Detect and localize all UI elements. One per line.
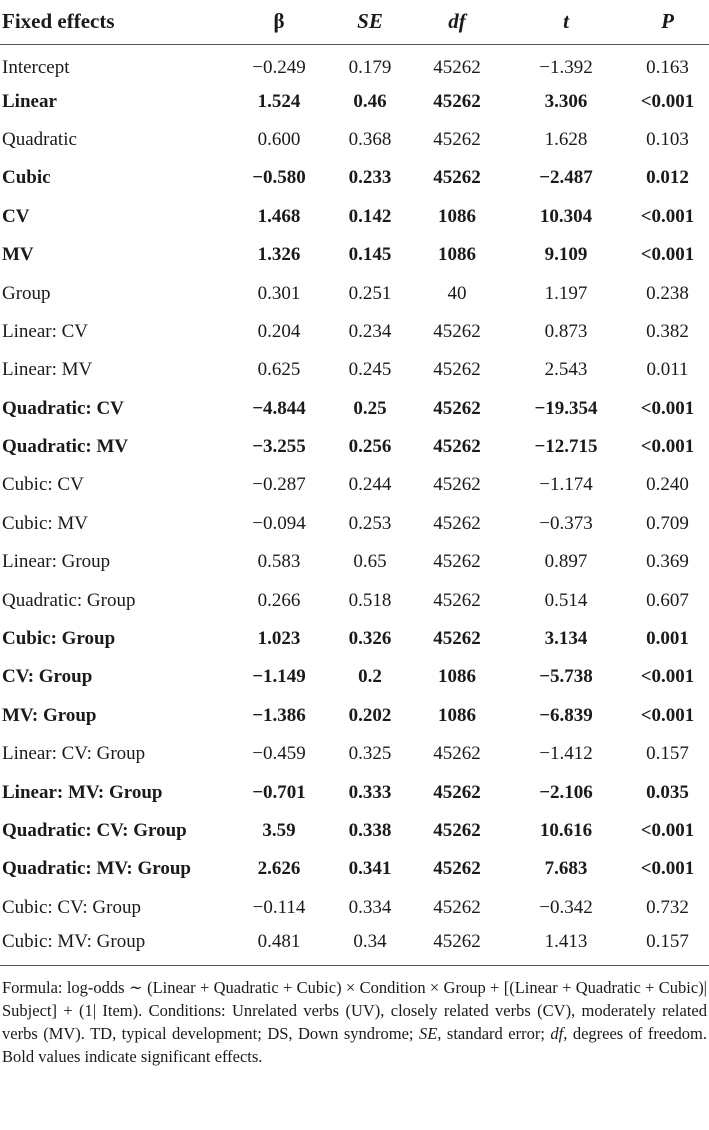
df-value: 1086 [438, 704, 476, 726]
t-value: −5.738 [539, 666, 593, 688]
df-value: 45262 [433, 474, 481, 496]
se-value: 0.145 [348, 244, 392, 266]
t-value: 3.134 [544, 628, 588, 650]
p-value: 0.732 [646, 896, 689, 918]
se-value: 0.326 [348, 628, 392, 650]
header-beta: β [273, 9, 285, 34]
p-value: 0.607 [646, 589, 689, 611]
p-value: 0.035 [646, 781, 689, 803]
table-row [0, 658, 709, 696]
footnote-df-abbr: df [550, 1023, 564, 1043]
table-row [0, 428, 709, 466]
se-value: 0.233 [348, 167, 392, 189]
t-value: 10.304 [539, 205, 593, 227]
footnote-text-1: Formula: log-odds ∼ (Linear + Quadratic + Cubic) × Condition × Group + [(Linear + Quadratic + Cubic)| Subject] + (1| Item). Conditions: Unrelated verbs (UV), closely related verbs (CV), moderately related verbs (MV). TD, typical development; DS, Down syndrome; [2, 977, 707, 1043]
t-value: 1.628 [544, 128, 588, 150]
row-label: MV: Group [2, 704, 97, 726]
beta-value: −0.459 [252, 743, 306, 765]
beta-value: 1.468 [257, 205, 301, 227]
t-value: −0.373 [539, 512, 593, 534]
t-value: 0.873 [544, 320, 588, 342]
df-value: 45262 [433, 589, 481, 611]
se-value: 0.65 [353, 551, 387, 573]
t-value: 3.306 [544, 90, 588, 112]
se-value: 0.2 [358, 666, 382, 688]
table-row [0, 313, 709, 351]
row-label: Cubic: MV: Group [2, 930, 146, 952]
table-row [0, 274, 709, 312]
df-value: 45262 [433, 551, 481, 573]
df-value: 45262 [433, 167, 481, 189]
beta-value: 0.625 [257, 359, 301, 381]
row-label: Cubic: MV [2, 512, 89, 534]
beta-value: −4.844 [252, 397, 306, 419]
row-label: CV: Group [2, 666, 93, 688]
row-label: Cubic: CV [2, 474, 84, 496]
t-value: 0.514 [544, 589, 588, 611]
p-value: 0.157 [646, 743, 689, 765]
beta-value: −0.114 [252, 896, 306, 918]
table-row [0, 159, 709, 197]
row-label: Quadratic: Group [2, 589, 136, 611]
df-value: 45262 [433, 820, 481, 841]
footnote-se-abbr: SE [418, 1023, 438, 1043]
row-label: CV [2, 205, 30, 227]
table-row [0, 543, 709, 581]
df-value: 45262 [433, 128, 481, 150]
df-value: 45262 [433, 56, 481, 78]
beta-value: −0.094 [252, 512, 306, 534]
beta-value: 0.301 [257, 282, 301, 304]
table-row [0, 735, 709, 773]
row-label: Linear: MV [2, 359, 93, 381]
df-value: 45262 [433, 512, 481, 534]
se-value: 0.334 [348, 896, 392, 918]
se-value: 0.325 [348, 743, 392, 765]
beta-value: 0.600 [257, 128, 301, 150]
t-value: −1.174 [539, 474, 593, 496]
table-row [0, 466, 709, 504]
p-value: <0.001 [640, 820, 695, 841]
se-value: 0.46 [353, 90, 387, 112]
t-value: 1.413 [544, 930, 588, 952]
p-value: <0.001 [640, 205, 695, 227]
df-value: 45262 [433, 359, 481, 381]
p-value: <0.001 [640, 858, 695, 880]
header-fixed-effects: Fixed effects [2, 9, 115, 34]
t-value: −12.715 [534, 436, 598, 458]
se-value: 0.202 [348, 704, 392, 726]
df-value: 1086 [438, 205, 476, 227]
se-value: 0.234 [348, 320, 392, 342]
beta-value: −3.255 [252, 436, 306, 458]
table-row [0, 773, 709, 811]
table-row [0, 121, 709, 159]
table-row [0, 927, 709, 965]
t-value: 2.543 [544, 359, 588, 381]
beta-value: 0.204 [257, 320, 301, 342]
beta-value: 1.326 [257, 244, 301, 266]
row-label: MV [2, 244, 34, 266]
p-value: <0.001 [640, 704, 695, 726]
t-value: 7.683 [544, 858, 588, 880]
table-row [0, 850, 709, 888]
p-value: 0.369 [646, 551, 689, 573]
beta-value: −1.149 [252, 666, 306, 688]
df-value: 1086 [438, 666, 476, 688]
se-value: 0.256 [348, 436, 392, 458]
se-value: 0.25 [353, 397, 387, 419]
se-value: 0.253 [348, 512, 392, 534]
beta-value: −0.287 [252, 474, 306, 496]
t-value: −2.487 [539, 167, 593, 189]
table-row [0, 620, 709, 658]
se-value: 0.341 [348, 858, 392, 880]
table-row [0, 82, 709, 120]
table-row [0, 351, 709, 389]
beta-value: 0.583 [257, 551, 301, 573]
table-header [0, 0, 709, 44]
beta-value: −0.701 [252, 781, 306, 803]
se-value: 0.244 [348, 474, 392, 496]
row-label: Quadratic: MV [2, 436, 129, 458]
row-label: Intercept [2, 56, 70, 78]
p-value: 0.382 [646, 320, 689, 342]
header-df: df [448, 9, 466, 34]
p-value: <0.001 [640, 90, 695, 112]
t-value: 10.616 [539, 820, 593, 841]
p-value: 0.012 [646, 167, 689, 189]
p-value: 0.240 [646, 474, 689, 496]
df-value: 45262 [433, 781, 481, 803]
row-label: Quadratic [2, 128, 77, 150]
p-value: 0.103 [646, 128, 689, 150]
p-value: 0.238 [646, 282, 689, 304]
t-value: −0.342 [539, 896, 593, 918]
beta-value: 3.59 [262, 820, 296, 841]
row-label: Cubic: Group [2, 628, 116, 650]
t-value: −1.392 [539, 56, 593, 78]
beta-value: −0.580 [252, 167, 306, 189]
t-value: 1.197 [544, 282, 588, 304]
t-value: −1.412 [539, 743, 593, 765]
row-label: Quadratic: CV: Group [2, 820, 187, 841]
table-row [0, 581, 709, 619]
se-value: 0.368 [348, 128, 392, 150]
beta-value: 1.524 [257, 90, 301, 112]
row-label: Linear: CV [2, 320, 89, 342]
table-row [0, 236, 709, 274]
df-value: 45262 [433, 436, 481, 458]
table-row [0, 198, 709, 236]
df-value: 45262 [433, 397, 481, 419]
t-value: −2.106 [539, 781, 593, 803]
beta-value: 2.626 [257, 858, 301, 880]
beta-value: −0.249 [252, 56, 306, 78]
table-footnote [0, 966, 709, 1068]
p-value: 0.163 [646, 56, 689, 78]
beta-value: 1.023 [257, 628, 301, 650]
p-value: <0.001 [640, 436, 695, 458]
table-row [0, 44, 709, 82]
df-value: 45262 [433, 896, 481, 918]
se-value: 0.142 [348, 205, 392, 227]
p-value: <0.001 [640, 244, 695, 266]
row-label: Cubic: CV: Group [2, 896, 141, 918]
header-se: SE [357, 9, 383, 34]
beta-value: 0.266 [257, 589, 301, 611]
df-value: 45262 [433, 320, 481, 342]
row-label: Linear: Group [2, 551, 111, 573]
df-value: 1086 [438, 244, 476, 266]
beta-value: 0.481 [257, 930, 301, 952]
header-t: t [563, 9, 569, 34]
row-label: Group [2, 282, 51, 304]
se-value: 0.333 [348, 781, 392, 803]
df-value: 45262 [433, 628, 481, 650]
se-value: 0.245 [348, 359, 392, 381]
p-value: <0.001 [640, 397, 695, 419]
row-label: Linear: MV: Group [2, 781, 163, 803]
beta-value: −1.386 [252, 704, 306, 726]
row-label: Cubic [2, 167, 51, 189]
p-value: 0.001 [646, 628, 689, 650]
df-value: 40 [447, 282, 467, 304]
df-value: 45262 [433, 743, 481, 765]
df-value: 45262 [433, 930, 481, 952]
p-value: 0.011 [646, 359, 689, 381]
t-value: −6.839 [539, 704, 593, 726]
p-value: 0.709 [646, 512, 689, 534]
df-value: 45262 [433, 90, 481, 112]
df-value: 45262 [433, 858, 481, 880]
se-value: 0.251 [348, 282, 392, 304]
se-value: 0.34 [353, 930, 387, 952]
table-row [0, 812, 709, 850]
footnote-text-2: , standard error; [437, 1023, 551, 1043]
header-p: P [661, 9, 674, 34]
header-row [0, 0, 709, 44]
table-row [0, 505, 709, 543]
footnote-text-3: , degrees of freedom. Bold values indicate significant effects. [2, 1023, 707, 1066]
p-value: 0.157 [646, 930, 689, 952]
row-label: Linear: CV: Group [2, 743, 146, 765]
row-label: Quadratic: MV: Group [2, 858, 191, 880]
row-label: Quadratic: CV [2, 397, 124, 419]
p-value: <0.001 [640, 666, 695, 688]
table-body [0, 44, 709, 965]
t-value: 9.109 [544, 244, 588, 266]
row-label: Linear [2, 90, 57, 112]
table-row [0, 697, 709, 735]
se-value: 0.338 [348, 820, 392, 841]
se-value: 0.518 [348, 589, 392, 611]
t-value: −19.354 [534, 397, 598, 419]
se-value: 0.179 [348, 56, 392, 78]
table-row [0, 889, 709, 927]
t-value: 0.897 [544, 551, 588, 573]
table-row [0, 390, 709, 428]
